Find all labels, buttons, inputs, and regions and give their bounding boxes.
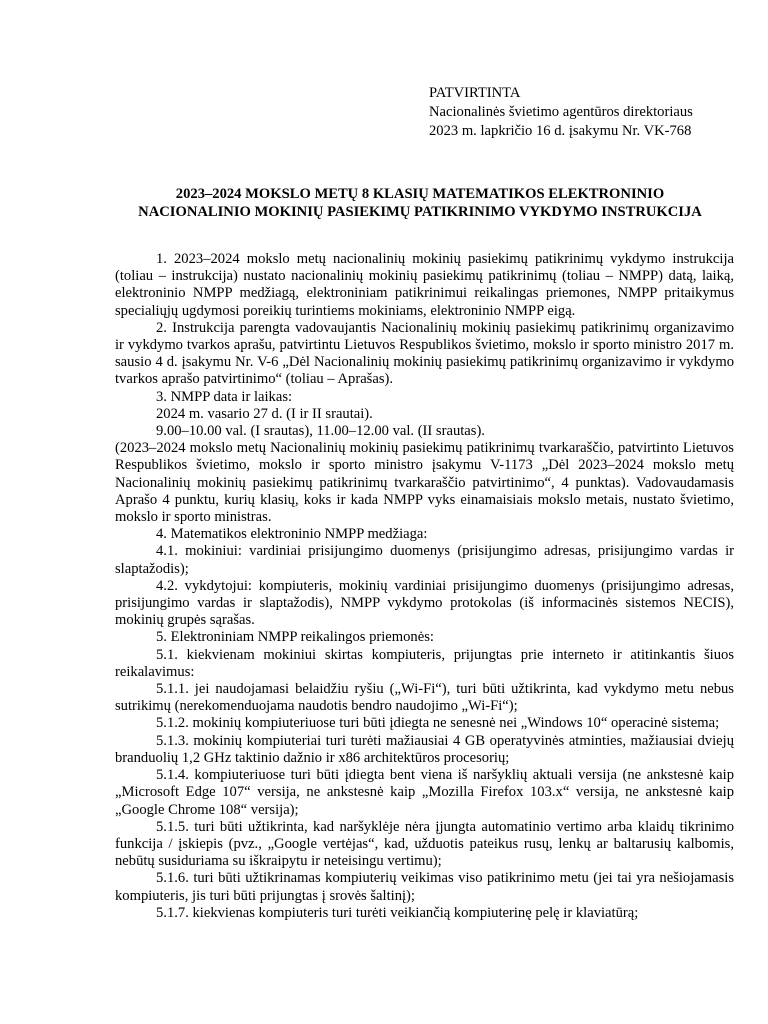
document-title-line-2: NACIONALINIO MOKINIŲ PASIEKIMŲ PATIKRINIMO VYKDYMO INSTRUKCIJA bbox=[138, 204, 702, 220]
paragraph-1: 1. 2023–2024 mokslo metų nacionalinių mokinių pasiekimų patikrinimų vykdymo instrukcija (toliau – instrukcija) nustato nacionalinių mokinių pasiekimų patikrinimų (toliau – NMPP) datą, laiką, elektroninio NMPP medžiagą, elektroniniam patikrinimui reikalingas priemones, NMPP pritaikymus specialiųjų ugdymosi poreikių turintiems mokiniams, elektroninio NMPP eigą. bbox=[115, 251, 734, 319]
paragraph-5-1-6: 5.1.6. turi būti užtikrinamas kompiuterių veikimas viso patikrinimo metu (jei tai yra nešiojamasis kompiuteris, jis turi būti prijungtas į srovės šaltinį); bbox=[115, 870, 734, 904]
document-title-line-1: 2023–2024 MOKSLO METŲ 8 KLASIŲ MATEMATIKOS ELEKTRONINIO bbox=[175, 186, 665, 202]
paragraph-5-1-5 bbox=[115, 819, 734, 871]
paragraph-3-time: 9.00–10.00 val. (I srautas), 11.00–12.00 val. (II srautas). bbox=[156, 423, 485, 440]
approval-heading: PATVIRTINTA bbox=[429, 85, 521, 101]
paragraph-5-1: 5.1. kiekvienam mokiniui skirtas kompiuteris, prijungtas prie interneto ir atitinkantis šiuos reikalavimus: bbox=[115, 646, 734, 680]
document-body bbox=[115, 251, 734, 922]
paragraph-5-1-7: 5.1.7. kiekvienas kompiuteris turi turėti veikiančią kompiuterinę pelę ir klaviatūrą; bbox=[156, 904, 639, 921]
paragraph-4-1: 4.1. mokiniui: vardiniai prisijungimo duomenys (prisijungimo adresas, prisijungimo vardas ir slaptažodis); bbox=[115, 543, 734, 577]
approval-authority: Nacionalinės švietimo agentūros direktoriaus bbox=[429, 104, 693, 120]
paragraph-3-date: 2024 m. vasario 27 d. (I ir II srautai). bbox=[156, 405, 373, 422]
paragraph-2: 2. Instrukcija parengta vadovaujantis Nacionalinių mokinių pasiekimų patikrinimų organizavimo ir vykdymo tvarkos aprašu, patvirtintu Lietuvos Respublikos švietimo, mokslo ir sporto ministro 2017 m. sausio 4 d. įsakymu Nr. V-6 „Dėl Nacionalinių mokinių pasiekimų patikrinimų organizavimo ir vykdymo tvarkos aprašo patvirtinimo“ (toliau – Aprašas). bbox=[115, 319, 734, 388]
paragraph-4: 4. Matematikos elektroninio NMPP medžiaga: bbox=[156, 526, 428, 543]
paragraph-3: 3. NMPP data ir laikas: bbox=[156, 388, 293, 405]
paragraph-5-1-5-part-1: 5.1.5. turi būti užtikrinta, kad naršyklėje nėra įjungta automatinio vertimo arba klaidų tikrinimo funkcija / įskiepis bbox=[115, 818, 734, 852]
paragraph-5-1-3: 5.1.3. mokinių kompiuteriai turi turėti mažiausiai 4 GB operatyvinės atminties, mažiausiai dviejų branduolių 1,2 GHz taktinio dažnio ir x86 architektūros procesorių; bbox=[115, 732, 734, 766]
paragraph-5-1-5-part-2: (pvz., „Google vertėjas“, kad, užduotis pateikus rusų, lenkų ar baltarusių kalbomis, nebūtų susiduriama su iškraipytu ir neteisingu vertimu); bbox=[115, 835, 734, 870]
approval-block bbox=[429, 84, 693, 141]
paragraph-5-1-1: 5.1.1. jei naudojamasi belaidžiu ryšiu („Wi-Fi“), turi būti užtikrinta, kad vykdymo metu nebus sutrikimų (nerekomenduojama naudotis bendro naudojimo „Wi-Fi“); bbox=[115, 681, 734, 715]
document-title bbox=[80, 185, 760, 221]
approval-order: 2023 m. lapkričio 16 d. įsakymu Nr. VK-768 bbox=[429, 123, 692, 139]
paragraph-5: 5. Elektroniniam NMPP reikalingos priemonės: bbox=[156, 629, 434, 646]
paragraph-5-1-4: 5.1.4. kompiuteriuose turi būti įdiegta bent viena iš naršyklių aktuali versija (ne ankstesnė kaip „Microsoft Edge 107“ versija, ne ankstesnė kaip „Mozilla Firefox 103.x“ versija, ne ankstesnė kaip „Google Chrome 108“ versija); bbox=[115, 767, 734, 818]
paragraph-5-1-2: 5.1.2. mokinių kompiuteriuose turi būti įdiegta ne senesnė nei „Windows 10“ operacinė sistema; bbox=[156, 715, 720, 732]
paragraph-4-2: 4.2. vykdytojui: kompiuteris, mokinių vardiniai prisijungimo duomenys (prisijungimo adresas, prisijungimo vardas ir slaptažodis), NMPP vykdymo protokolas (iš informacinės sistemos NECIS), mokinių grupės sąrašas. bbox=[115, 577, 734, 629]
paragraph-3-note: (2023–2024 mokslo metų Nacionalinių mokinių pasiekimų patikrinimų tvarkaraščio, patvirtinto Lietuvos Respublikos švietimo, mokslo ir sporto ministro įsakymu V-1173 „Dėl 2023–2024 mokslo metų Nacionalinių mokinių pasiekimų patikrinimų tvarkaraščio patvirtinimo“, 4 punktas). Vadovaudamasis Aprašo 4 punktu, kurių klasių, koks ir kada NMPP vyks einamaisiais mokslo metais, nustato švietimo, mokslo ir sporto ministras. bbox=[115, 440, 734, 526]
